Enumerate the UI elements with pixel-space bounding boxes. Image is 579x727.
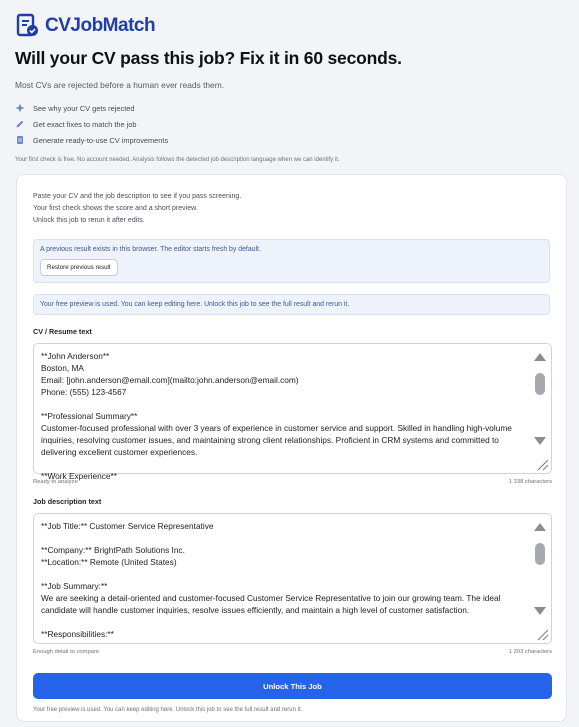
analyzer-card [16, 174, 567, 722]
cv-scrollbar[interactable] [529, 344, 551, 473]
intro-text [33, 191, 550, 227]
preview-used-notice: Your free preview is used. You can keep editing here. Unlock this job to see the full result and rerun it. [33, 294, 550, 315]
restore-notice [33, 239, 550, 283]
logo[interactable] [15, 0, 564, 40]
job-description-text: **Job Title:** Customer Service Representative **Company:** BrightPath Solutions Inc. **Location:** Remote (United States) **Job Summary:** We are seeking a detail-oriented and customer-focused Customer Service Representative to join our growing team. The ideal candidate will handle customer inquiries, resolve issues efficiently, and maintain a high level of customer satisfaction. **Responsibilities:** [41, 521, 503, 639]
bottom-note: Your free preview is used. You can keep editing here. Unlock this job to see the full result and rerun it. [33, 707, 303, 713]
scroll-up-icon[interactable] [534, 353, 546, 361]
unlock-job-button[interactable]: Unlock This Job [33, 673, 552, 699]
cv-field-label: CV / Resume text [33, 327, 92, 336]
intro-line: Paste your CV and the job description to see if you pass screening. [33, 193, 242, 200]
restore-previous-result-button[interactable]: Restore previous result [40, 259, 118, 276]
brand-name: CVJobMatch [45, 15, 156, 36]
resize-handle-icon[interactable] [535, 627, 549, 641]
job-scrollbar[interactable] [529, 514, 551, 643]
page-title: Will your CV pass this job? Fix it in 60 seconds. [15, 48, 402, 68]
scroll-up-icon[interactable] [534, 523, 546, 531]
sparkle-icon [15, 103, 25, 113]
logo-document-icon [15, 13, 41, 39]
feature-item [15, 132, 564, 148]
job-char-count: 1 203 characters [508, 649, 552, 655]
job-status: Enough detail to compare [33, 649, 100, 655]
feature-item [15, 116, 564, 132]
cv-status: Ready to analyze [33, 479, 78, 485]
job-field-label: Job description text [33, 497, 102, 506]
intro-line: Unlock this job to rerun it after edits. [33, 217, 145, 224]
page-subtitle: Most CVs are rejected before a human ever reads them. [15, 80, 225, 90]
free-check-note: Your first check is free. No account needed. Analysis follows the detected job description language when we can identify it. [15, 157, 340, 163]
feature-label: See why your CV gets rejected [33, 103, 135, 113]
feature-list [15, 100, 564, 148]
job-description-textarea[interactable] [33, 513, 552, 644]
pencil-icon [15, 119, 25, 129]
resize-handle-icon[interactable] [535, 457, 549, 471]
restore-notice-text: A previous result exists in this browser. The editor starts fresh by default. [40, 246, 261, 253]
scroll-down-icon[interactable] [534, 607, 546, 615]
feature-item [15, 100, 564, 116]
document-icon [15, 135, 25, 145]
feature-label: Generate ready-to-use CV improvements [33, 135, 169, 145]
scroll-down-icon[interactable] [534, 437, 546, 445]
scroll-thumb[interactable] [535, 543, 545, 565]
cv-textarea[interactable] [33, 343, 552, 481]
feature-label: Get exact fixes to match the job [33, 119, 137, 129]
cv-char-count: 1 338 characters [508, 479, 552, 485]
scroll-thumb[interactable] [535, 373, 545, 395]
intro-line: Your first check shows the score and a short preview. [33, 205, 198, 212]
job-meta [33, 649, 552, 655]
cv-text: **John Anderson** Boston, MA Email: [john.anderson@email.com](mailto:john.anderson@email.com) Phone: (555) 123-4567 **Professional Summary** Customer-focused professional with over 3 years of experience in customer service and support. Skilled in handling high-volume inquiries, resolving customer issues, and maintaining strong client relationships. Proficient in CRM systems and committed to delivering excellent customer experiences. **Work Experience** [41, 351, 515, 481]
